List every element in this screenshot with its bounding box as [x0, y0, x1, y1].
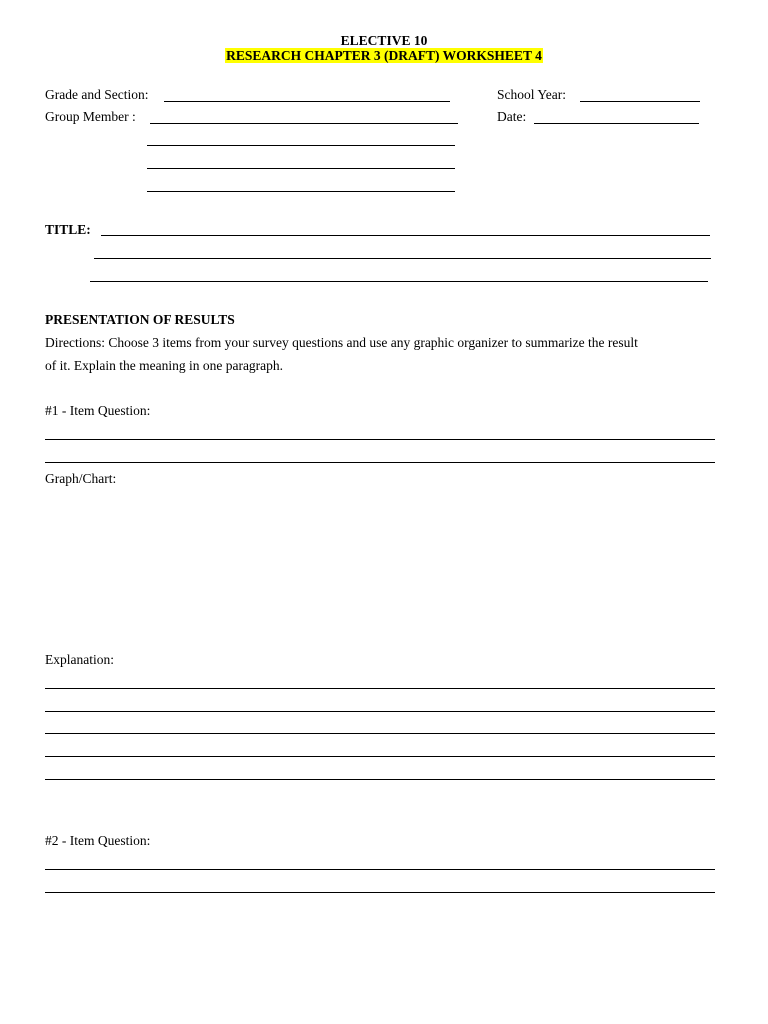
worksheet-title-row: [0, 48, 768, 64]
group-member-blank-1[interactable]: [150, 123, 458, 124]
item1-explanation-blank-5[interactable]: [45, 779, 715, 780]
worksheet-title: RESEARCH CHAPTER 3 (DRAFT) WORKSHEET 4: [226, 48, 542, 63]
item1-question-blank-2[interactable]: [45, 462, 715, 463]
item1-explanation-blank-4[interactable]: [45, 756, 715, 757]
item1-question-blank-1[interactable]: [45, 439, 715, 440]
title-blank-3[interactable]: [90, 281, 708, 282]
item1-question-label: #1 - Item Question:: [45, 403, 151, 418]
date-label: Date:: [497, 109, 527, 124]
directions-line-1: Directions: Choose 3 items from your survey questions and use any graphic organizer to summarize the result: [45, 335, 638, 350]
title-label: TITLE:: [45, 222, 91, 237]
group-member-blank-2[interactable]: [147, 145, 455, 146]
item2-question-blank-2[interactable]: [45, 892, 715, 893]
date-blank[interactable]: [534, 123, 699, 124]
title-blank-1[interactable]: [101, 235, 710, 236]
grade-section-blank[interactable]: [164, 101, 450, 102]
group-member-label: Group Member :: [45, 109, 136, 124]
item1-explanation-blank-3[interactable]: [45, 733, 715, 734]
presentation-heading: PRESENTATION OF RESULTS: [45, 312, 235, 327]
title-blank-2[interactable]: [94, 258, 711, 259]
item1-explanation-blank-1[interactable]: [45, 688, 715, 689]
group-member-blank-3[interactable]: [147, 168, 455, 169]
course-title: ELECTIVE 10: [340, 33, 428, 48]
item1-graph-label: Graph/Chart:: [45, 471, 117, 486]
group-member-blank-4[interactable]: [147, 191, 455, 192]
school-year-label: School Year:: [497, 87, 567, 102]
grade-section-label: Grade and Section:: [45, 87, 149, 102]
item1-explanation-blank-2[interactable]: [45, 711, 715, 712]
item1-explanation-label: Explanation:: [45, 652, 114, 667]
item2-question-blank-1[interactable]: [45, 869, 715, 870]
item2-question-label: #2 - Item Question:: [45, 833, 151, 848]
school-year-blank[interactable]: [580, 101, 700, 102]
directions-line-2: of it. Explain the meaning in one paragraph.: [45, 358, 284, 373]
